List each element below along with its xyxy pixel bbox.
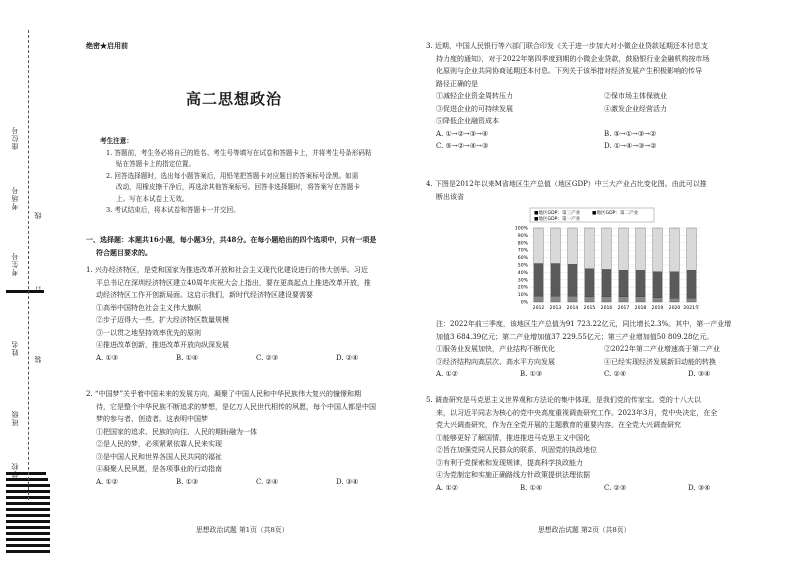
section-heading-line: 符合题目要求的。 — [96, 247, 152, 257]
bar-segment — [636, 297, 645, 302]
bar-segment — [602, 269, 611, 296]
y-tick-label: 100% — [514, 226, 528, 232]
y-tick-label: 20% — [517, 285, 528, 291]
x-tick-label: 2014 — [566, 306, 579, 311]
x-tick-label: 2013 — [549, 306, 562, 311]
q4-note: 注：2022年前三季度，该地区生产总值为91 723.22亿元，同比增长2.3%。其中，第一产业增 — [436, 320, 732, 328]
x-tick-label: 2012 — [532, 306, 545, 311]
q3-stem: 路径正确的是 — [436, 79, 478, 88]
q4-item: ④已经实现经济发展新旧动能的转换 — [604, 357, 716, 366]
x-tick-label: 2017 — [617, 306, 630, 311]
q1-stem: 1. 兴办经济特区，是党和国家为推进改革开放和社会主义现代化建设进行的伟大创举。习近 — [86, 266, 368, 274]
bar-segment — [670, 272, 679, 299]
bar-segment — [670, 298, 679, 302]
bar-segment — [670, 228, 679, 272]
strip-bar — [6, 502, 50, 505]
bar-segment — [534, 296, 543, 302]
strip-bar — [6, 550, 50, 553]
q2-item: ①把国家的追求、民族的向往、人民的期盼融为一体 — [96, 427, 257, 436]
binding-strip — [0, 0, 52, 561]
q4-item: ①服务业发展加快，产业结构不断优化 — [436, 345, 555, 353]
q4-note: 加值3 684.39亿元；第二产业增加值37 229.55亿元；第三产业增加值50 809.28亿元。 — [436, 332, 714, 341]
y-tick-label: 0% — [520, 300, 528, 306]
notes-line: 2. 回答选择题时，选出每小题答案后，用铅笔把答题卡对应题目的答案标号涂黑。如需 — [106, 171, 359, 180]
bind-mark: 订 — [34, 286, 42, 293]
candidate-number-label: 考生号 — [11, 252, 19, 276]
q4-item-row — [426, 356, 772, 369]
q3-item-row — [426, 115, 772, 128]
bar-segment — [585, 297, 594, 302]
y-tick-label: 40% — [517, 270, 528, 276]
q2-options — [86, 476, 416, 488]
bar-segment — [585, 228, 594, 269]
x-tick-label: 2016 — [600, 306, 613, 311]
q3-stem: 持力度的通知》，对于2022年第四季度到期的小微企业贷款，鼓励银行业金融机构按市场 — [436, 54, 710, 63]
bar-segment — [534, 228, 543, 264]
exam-room-label: 考场号 — [11, 186, 19, 210]
option-c[interactable]: C. ⑤→②→④→③ — [436, 142, 489, 150]
q2-stem: 梦的参与者、创造者。这表明中国梦 — [96, 415, 208, 423]
legend-item: ■地区GDP：第一产业 — [534, 217, 581, 222]
x-tick-label: 2015 — [583, 306, 596, 311]
q4-item: ②2022年第二产业增速高于第二产业 — [604, 345, 720, 353]
bar-segment — [687, 270, 696, 298]
q4-item: ③经济结构向高层次、高水平方向发展 — [436, 357, 555, 366]
q3-item: ①减轻企业资金周转压力 — [436, 92, 513, 100]
x-tick-label: 2018 — [634, 306, 647, 311]
line-mark: 线 — [34, 212, 42, 219]
q1-item: ③一以贯之地坚持效率优先的原则 — [96, 328, 201, 337]
question-4 — [426, 178, 772, 203]
q3-item-row — [426, 90, 772, 103]
x-axis — [533, 304, 700, 311]
section-heading-line: 一、选择题：本题共16小题，每小题3分，共48分。在每小题给出的四个选项中，只有一项是 — [86, 235, 377, 244]
option-b[interactable]: B. ①③ — [520, 370, 543, 378]
bar-segment — [551, 296, 560, 302]
question-4-body — [426, 318, 772, 380]
q5-item: ④为党制定和实施正确路线方针政策提供法理依据 — [436, 471, 590, 479]
q3-stem: 3. 近期，中国人民银行等六部门联合印发《关于进一步加大对小微企业贷款延期还本付息支 — [426, 42, 708, 50]
q2-item: ③是中国人民和世界各国人民共同的福祉 — [96, 452, 222, 461]
option-d[interactable]: D. ③④ — [336, 477, 359, 486]
q3-stem: 化原则与企业共同协商延期还本付息。下列关于该举措对经济发展产生积极影响的传导 — [436, 67, 702, 75]
legend-item: ■地区GDP：第三产业 — [534, 211, 581, 216]
notes-line: 上。写在本试卷上无效。 — [116, 194, 189, 203]
section-one-heading — [86, 234, 416, 259]
q3-item-row — [426, 103, 772, 116]
bar-segment — [619, 228, 628, 270]
q4-stem: 断出该省 — [436, 192, 464, 201]
option-a[interactable]: A. ①② — [96, 477, 119, 486]
fold-mark: 装 — [34, 356, 42, 363]
option-b[interactable]: B. ①③ — [176, 477, 199, 486]
option-c[interactable]: C. ②③ — [256, 353, 279, 362]
q3-item: ③促进企业的可持续发展 — [436, 104, 513, 113]
class-label: 班级 — [11, 410, 19, 426]
page-title: 高二思想政治 — [186, 90, 283, 108]
option-b[interactable]: B. ①④ — [520, 483, 543, 492]
option-d[interactable]: D. ①→④→③→② — [604, 142, 657, 150]
q1-item: ①高举中国特色社会主义伟大旗帜 — [96, 303, 201, 312]
strip-bar — [6, 526, 50, 529]
q3-item — [604, 115, 772, 128]
name-label: 姓名 — [11, 340, 19, 356]
bar-segment — [602, 297, 611, 302]
q4-stem: 4. 下图是2012年以来M省地区生产总值（地区GDP）中三大产业占比变化图。由此可以推 — [426, 180, 707, 188]
strip-bar — [6, 538, 50, 541]
strip-bar — [6, 478, 48, 481]
notes-line: 贴在答题卡上的指定位置。 — [116, 160, 196, 168]
q4-item-row — [426, 343, 772, 356]
y-tick-label: 30% — [517, 278, 528, 284]
option-b[interactable]: B. ⑤→①→③→② — [604, 129, 657, 138]
y-tick-label: 80% — [517, 241, 528, 247]
gdp-share-chart — [500, 206, 710, 314]
y-tick-label: 90% — [517, 233, 528, 239]
bar-segment — [585, 269, 594, 297]
bar-segment — [653, 272, 662, 298]
legend-item: ■地区GDP：第二产业 — [592, 211, 639, 216]
bar-segment — [568, 264, 577, 296]
bar-segment — [534, 264, 543, 297]
x-tick-label: 2019 — [651, 306, 664, 311]
x-tick-label: 2021年 — [683, 306, 700, 311]
bar-segment — [551, 228, 560, 264]
secret-label: 绝密★启用前 — [86, 41, 128, 50]
question-1 — [86, 264, 416, 364]
q5-item: ③有利于党探索和发现规律，提高科学执政能力 — [436, 458, 583, 467]
option-d[interactable]: D. ③④ — [688, 483, 711, 492]
question-2 — [86, 388, 416, 488]
option-a[interactable]: A. ①② — [436, 370, 459, 378]
q1-stem: 平总书记在深圳经济特区建立40周年庆祝大会上指出，要在更高起点上推进改革开放，推 — [96, 278, 371, 287]
q3-item: ⑤降低企业融资成本 — [436, 117, 499, 125]
bar-segment — [568, 296, 577, 302]
q3-options-row — [426, 140, 772, 153]
q2-stem: 待，它是整个中华民族不断追求的梦想，是亿万人民世代相传的夙愿，每个中国人都是中国 — [96, 402, 376, 411]
bar-segment — [568, 228, 577, 264]
y-tick-label: 60% — [517, 256, 528, 262]
y-tick-label: 50% — [517, 263, 528, 269]
strip-bar — [6, 544, 50, 547]
exam-notes — [100, 136, 414, 217]
bar-segment — [636, 228, 645, 270]
footer-right: 思想政治试题 第2页（共8页） — [538, 526, 631, 534]
bar-segment — [653, 228, 662, 272]
q5-item: ②旨在加强党同人民群众的联系，巩固党的执政地位 — [436, 446, 597, 454]
bar-segment — [687, 228, 696, 270]
bar-segment — [619, 297, 628, 302]
cut-line — [28, 30, 29, 500]
q5-item: ①能够更好了解国情，推进推进马克思主义中国化 — [436, 433, 590, 442]
option-a[interactable]: A. ①② — [436, 483, 459, 492]
q2-item: ④凝聚人民夙愿，是各项事业的行动指南 — [96, 465, 222, 473]
x-tick-label: 2020 — [668, 306, 681, 311]
school-label: 学校 — [11, 462, 19, 478]
q3-options-row — [426, 128, 772, 141]
q1-item: ④推进改革创新，推进改革开放向纵深发展 — [96, 341, 229, 349]
y-tick-label: 70% — [517, 248, 528, 254]
option-a[interactable]: A. ①③ — [96, 353, 119, 362]
option-a[interactable]: A. ①→②→③→④ — [436, 129, 489, 138]
footer-left: 思想政治试题 第1页（共8页） — [196, 526, 289, 534]
option-d[interactable]: D. ③④ — [688, 370, 711, 378]
notes-line: 1. 答题前，考生务必将自己的姓名、考生号等填写在试卷和答题卡上，并将考生号条形码粘 — [106, 148, 372, 157]
q3-item: ②保市场主体保就业 — [604, 92, 667, 100]
notes-line: 改动，用橡皮擦干净后，再选涂其他答案标号。回答非选择题时，将答案写在答题卡 — [116, 183, 360, 191]
q1-options — [86, 352, 416, 364]
option-c[interactable]: C. ②④ — [256, 477, 279, 486]
q2-stem: 2. “中国梦”关乎着中国未来的发展方向，凝聚了中国人民和中华民族伟大复兴的憧憬和期 — [86, 390, 362, 398]
q1-stem: 动经济特区工作开创新局面。这启示我们，新时代经济特区建设要需要 — [96, 291, 313, 299]
question-3 — [426, 40, 772, 153]
q5-options — [426, 482, 772, 494]
q1-item: ②步子迈得大一些，扩大经济特区数量规模 — [96, 316, 229, 324]
strip-bar — [6, 520, 50, 523]
q5-stem: 党大兴调查研究，作为在全党开展的主题教育的重要内容。在全党大兴调查研究 — [436, 421, 681, 429]
strip-bar — [6, 508, 50, 511]
bar-segment — [551, 264, 560, 297]
q4-options — [426, 368, 772, 380]
strip-bar — [6, 532, 50, 535]
notes-heading: 考生注意： — [100, 137, 133, 145]
q5-stem: 来，以习近平同志为核心的党中央高度重视调查研究工作。2023年3月，党中央决定，在全 — [436, 408, 718, 417]
y-tick-label: 10% — [517, 293, 528, 299]
q2-item: ②是人民的梦，必须紧紧依靠人民来实现 — [96, 440, 222, 448]
seat-number-label: 座位号 — [11, 126, 19, 150]
bar-segment — [653, 298, 662, 302]
bar-segment — [619, 270, 628, 297]
q5-stem: 5. 调查研究是马克思主义世界观和方法论的集中体现，是我们党的传家宝。党的十八大以 — [426, 396, 701, 404]
strip-bar — [6, 514, 50, 517]
option-d[interactable]: D. ②④ — [336, 353, 359, 362]
bar-segment — [602, 228, 611, 269]
notes-line: 3. 考试结束后，将本试卷和答题卡一并交回。 — [106, 206, 240, 214]
question-5 — [426, 394, 772, 494]
q3-item: ④激发企业经营活力 — [604, 104, 667, 113]
option-c[interactable]: C. ②③ — [604, 483, 627, 492]
bar-segment — [636, 270, 645, 297]
option-c[interactable]: C. ②④ — [604, 370, 627, 378]
option-b[interactable]: B. ①④ — [176, 353, 199, 362]
bar-segment — [687, 298, 696, 302]
